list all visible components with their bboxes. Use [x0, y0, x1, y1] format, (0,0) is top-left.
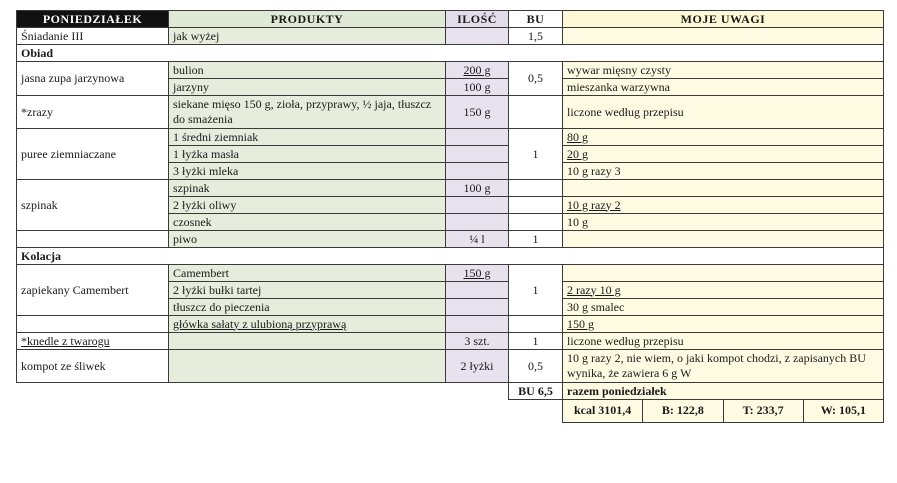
- carb-total: W: 105,1: [803, 400, 883, 422]
- table-row: [17, 62, 884, 79]
- product-cell: czosnek: [169, 214, 446, 231]
- note-cell: [563, 180, 884, 197]
- note-cell: 10 g: [563, 214, 884, 231]
- note-cell: 20 g: [563, 146, 884, 163]
- blank-cell: [17, 400, 563, 423]
- header-notes: MOJE UWAGI: [563, 11, 884, 28]
- product-cell: [169, 333, 446, 350]
- product-cell: Camembert: [169, 265, 446, 282]
- total-label: razem poniedziałek: [563, 383, 884, 400]
- bu-cell: [509, 180, 563, 197]
- dish-name: Śniadanie III: [17, 28, 169, 45]
- dish-name: szpinak: [17, 180, 169, 231]
- kcal-total: kcal 3101,4: [573, 403, 632, 417]
- note-cell: liczone według przepisu: [563, 333, 884, 350]
- table-row: [17, 333, 884, 350]
- quantity-cell: [446, 316, 509, 333]
- section-kolacja: Kolacja: [17, 248, 884, 265]
- note-cell: 10 g razy 3: [563, 163, 884, 180]
- quantity-cell: [446, 129, 509, 146]
- quantity-cell: [446, 146, 509, 163]
- header-quantity: ILOŚĆ: [446, 11, 509, 28]
- product-cell: 3 łyżki mleka: [169, 163, 446, 180]
- note-cell: 80 g: [563, 129, 884, 146]
- nutrition-row: [17, 400, 884, 423]
- bu-cell: 0,5: [509, 350, 563, 383]
- bu-cell: [509, 96, 563, 129]
- bu-cell: [509, 197, 563, 214]
- bu-cell: 1: [509, 231, 563, 248]
- section-row: [17, 248, 884, 265]
- product-cell: 1 łyżka masła: [169, 146, 446, 163]
- table-row: [17, 265, 884, 282]
- product-cell: główka sałaty z ulubioną przyprawą: [169, 316, 446, 333]
- note-cell: 10 g razy 2, nie wiem, o jaki kompot chodzi, z zapisanych BU wynika, że zawiera 6 g W: [563, 350, 884, 383]
- product-cell: siekane mięso 150 g, zioła, przyprawy, ½ jaja, tłuszcz do smażenia: [169, 96, 446, 129]
- note-cell: [563, 265, 884, 282]
- bu-cell: [509, 214, 563, 231]
- note-cell: [563, 28, 884, 45]
- note-cell: 10 g razy 2: [563, 197, 884, 214]
- quantity-cell: 150 g: [446, 96, 509, 129]
- product-cell: 2 łyżki bułki tartej: [169, 282, 446, 299]
- fat-total: T: 233,7: [723, 400, 803, 422]
- dish-name: jasna zupa jarzynowa: [17, 62, 169, 96]
- meal-plan-table: [16, 10, 884, 423]
- product-cell: bulion: [169, 62, 446, 79]
- dish-name: [17, 316, 169, 333]
- bu-cell: [509, 316, 563, 333]
- quantity-cell: [446, 28, 509, 45]
- dish-name: puree ziemniaczane: [17, 129, 169, 180]
- quantity-cell: [446, 197, 509, 214]
- note-cell: 150 g: [563, 316, 884, 333]
- quantity-cell: ¼ l: [446, 231, 509, 248]
- bu-cell: 1,5: [509, 28, 563, 45]
- bu-cell: 1: [509, 265, 563, 316]
- table-row: [17, 350, 884, 383]
- header-bu: BU: [509, 11, 563, 28]
- quantity-cell: [446, 299, 509, 316]
- product-cell: 1 średni ziemniak: [169, 129, 446, 146]
- product-cell: jak wyżej: [169, 28, 446, 45]
- product-cell: 2 łyżki oliwy: [169, 197, 446, 214]
- quantity-cell: 2 łyżki: [446, 350, 509, 383]
- product-cell: tłuszcz do pieczenia: [169, 299, 446, 316]
- table-row: [17, 316, 884, 333]
- note-cell: 2 razy 10 g: [563, 282, 884, 299]
- header-row: [17, 11, 884, 28]
- quantity-cell: 100 g: [446, 180, 509, 197]
- totals-row: [17, 383, 884, 400]
- bu-cell: 1: [509, 129, 563, 180]
- section-obiad: Obiad: [17, 45, 884, 62]
- quantity-cell: 200 g: [446, 62, 509, 79]
- dish-name: *knedle z twarogu: [17, 333, 169, 350]
- blank-cell: [17, 383, 509, 400]
- product-cell: jarzyny: [169, 79, 446, 96]
- note-cell: liczone według przepisu: [563, 96, 884, 129]
- note-cell: wywar mięsny czysty: [563, 62, 884, 79]
- total-bu: BU 6,5: [509, 383, 563, 400]
- dish-name: *zrazy: [17, 96, 169, 129]
- note-cell: mieszanka warzywna: [563, 79, 884, 96]
- header-products: PRODUKTY: [169, 11, 446, 28]
- dish-name: kompot ze śliwek: [17, 350, 169, 383]
- quantity-cell: 150 g: [446, 265, 509, 282]
- table-row: [17, 96, 884, 129]
- product-cell: szpinak: [169, 180, 446, 197]
- quantity-cell: 3 szt.: [446, 333, 509, 350]
- protein-total: B: 122,8: [642, 400, 722, 422]
- quantity-cell: 100 g: [446, 79, 509, 96]
- product-cell: [169, 350, 446, 383]
- table-row: [17, 129, 884, 146]
- header-day: PONIEDZIAŁEK: [17, 11, 169, 28]
- dish-name: [17, 231, 169, 248]
- quantity-cell: [446, 163, 509, 180]
- quantity-cell: [446, 214, 509, 231]
- nutrition-summary: [563, 400, 884, 423]
- table-row: [17, 28, 884, 45]
- table-row: [17, 180, 884, 197]
- product-cell: piwo: [169, 231, 446, 248]
- dish-name: zapiekany Camembert: [17, 265, 169, 316]
- note-cell: 30 g smalec: [563, 299, 884, 316]
- note-cell: [563, 231, 884, 248]
- table-row: [17, 231, 884, 248]
- quantity-cell: [446, 282, 509, 299]
- section-row: [17, 45, 884, 62]
- bu-cell: 0,5: [509, 62, 563, 96]
- bu-cell: 1: [509, 333, 563, 350]
